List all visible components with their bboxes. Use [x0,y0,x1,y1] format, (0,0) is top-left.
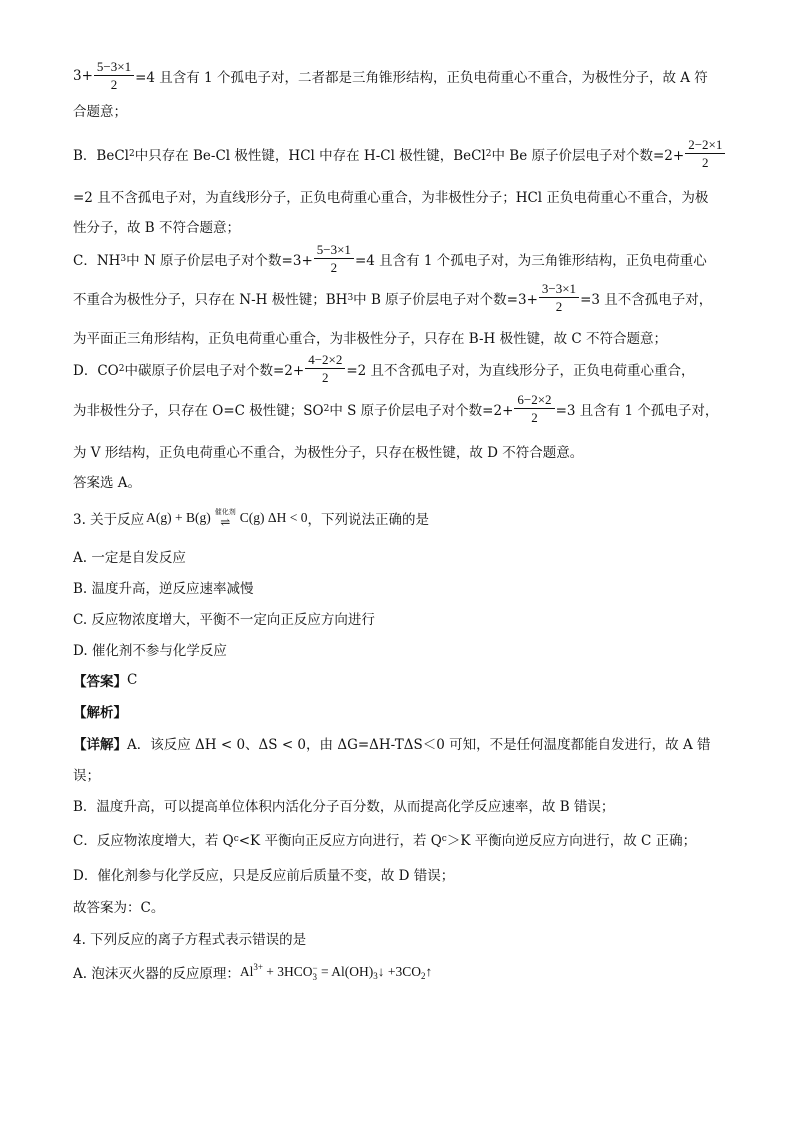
text: ＞K 平衡向逆反应方向进行，故 C 正确； [446,833,697,849]
text-line [73,764,100,784]
text: 为非极性分子，只存在 O=C 极性键；SO [73,402,324,419]
text: <K 平衡向正反应方向进行，若 Q [238,833,442,849]
fraction [305,351,345,386]
text: 中只存在 Be-Cl 极性键，HCl 中存在 H-Cl 极性键，BeCl [134,147,486,164]
text: =2 且不含孤电子对，为直线形分子，正负电荷重心重合，为非极性分子；HCl 正负电荷重心不重合，为极 [73,190,709,206]
subscript: 2 [118,363,125,374]
equation-reactants: A(g) + B(g) [146,510,211,525]
text: C．反应物浓度增大，若 Q [73,833,234,849]
fraction-numerator: 5−3×1 [316,242,351,257]
text-line [73,829,696,849]
text: D．CO [73,362,119,379]
text: 3. 关于反应 [73,512,145,528]
fraction [685,136,725,171]
text-line [73,441,583,461]
option-c [73,608,375,628]
fraction-denominator: 2 [531,410,538,425]
text: =4 且含有 1 个孤电子对，二者都是三角锥形结构，正负电荷重心不重合，为极性分子，故 A 符 [135,69,708,86]
text: B. 温度升高，逆反应速率减慢 [73,581,254,597]
text: 为平面正三角形结构，正负电荷重心重合，为非极性分子，只存在 B-H 极性键，故 C 不符合题意； [73,331,667,347]
text: =3 且不含孤电子对， [580,291,713,308]
text: ↑ [425,964,433,980]
fraction-denominator: 2 [322,370,329,385]
text: 【解析】 [73,705,127,721]
subscript: c [233,834,239,844]
text: B．BeCl [73,147,129,164]
text: 中 B 原子价层电子对个数=3+ [353,291,538,308]
superscript: − [312,962,318,973]
text-line [73,241,707,276]
text: A．该反应 ΔH < 0、ΔS < 0，由 ΔG=ΔH-TΔS＜0 可知，不是任何温度都能自发进行，故 A 错 [127,737,711,753]
text: 3+ [73,67,93,84]
fraction-denominator: 2 [330,260,338,275]
equation-products: C(g) ΔH < 0 [239,510,308,525]
text: C. 反应物浓度增大，平衡不一定向正反应方向进行 [73,612,375,628]
text: =4 且含有 1 个孤电子对，为三角锥形结构，正负电荷重心 [354,252,707,269]
option-d [73,639,227,659]
text: 为 V 形结构，正负电荷重心不重合，为极性分子，只存在极性键，故 D 不符合题意。 [73,445,584,461]
catalyst-condition: 催化剂 [214,508,236,516]
text: 4. 下列反应的离子方程式表示错误的是 [73,932,307,948]
text: 中 S 原子价层电子对个数=2+ [329,402,514,419]
text: =3 且含有 1 个孤电子对， [555,402,719,419]
fraction-numerator: 5−3×1 [96,59,132,74]
option-a [73,962,432,982]
text: A. 一定是自发反应 [73,550,186,566]
text: 合题意； [73,104,127,120]
fraction-numerator: 4−2×2 [308,352,343,367]
question-3-stem [73,508,429,528]
text: ，下列说法正确的是 [307,512,429,528]
equilibrium-arrow [215,508,236,528]
text: + 3HCO [262,964,313,980]
text: D. 催化剂不参与化学反应 [73,643,227,659]
subscript: 3 [312,971,318,982]
ionic-equation [240,962,432,982]
answer-line [73,670,137,690]
text: Al [239,964,254,980]
fraction-numerator: 2−2×1 [688,137,723,152]
subscript: 3 [347,292,354,303]
text: 中 Be 原子价层电子对个数=2+ [491,147,685,164]
option-a [73,546,186,566]
text: ↓ +3CO [377,964,421,980]
fraction [539,280,579,315]
fraction-numerator: 3−3×1 [541,281,577,296]
superscript: 3+ [253,962,263,973]
text: 误； [73,768,100,784]
fraction-numerator: 6−2×2 [517,392,552,407]
text: 答案选 A。 [73,475,142,491]
text-line [73,136,726,171]
equilibrium-arrow-icon: ⇌ [220,515,231,529]
subscript: 3 [373,971,378,982]
detail-label: 【详解】 [73,737,127,753]
text: B．温度升高，可以提高单位体积内活化分子百分数，从而提高化学反应速率，故 B 错误； [73,799,615,815]
text: 中 N 原子价层电子对个数=3+ [126,252,313,269]
text-line [73,864,454,884]
text-line [73,280,712,315]
text: C．NH [73,252,121,269]
text-line [73,100,127,120]
text-line [73,186,708,206]
text-line [73,795,614,815]
text: 故答案为：C。 [73,900,165,916]
text-line [73,351,695,386]
analysis-label [73,701,127,721]
subscript: 2 [323,403,330,414]
text-line [73,471,141,491]
subscript: 2 [485,148,492,159]
fraction-denominator: 2 [702,155,709,170]
text-line [73,216,240,236]
fraction-denominator: 2 [110,77,118,92]
text: =2 且不含孤电子对，为直线形分子，正负电荷重心重合， [346,362,695,379]
text-line [73,327,667,347]
text: 不重合为极性分子，只存在 N-H 极性键；BH [73,291,348,308]
fraction [314,241,354,276]
question-4-stem [73,928,306,948]
fraction-denominator: 2 [555,299,563,314]
detail-line [73,733,710,753]
text: D．催化剂参与化学反应，只是反应前后质量不变，故 D 错误； [73,868,455,884]
text: 性分子，故 B 不符合题意； [73,220,241,236]
answer-value: C [127,672,138,688]
subscript: c [441,834,447,844]
text-line [73,391,718,426]
text: 中碳原子价层电子对个数=2+ [124,362,305,379]
text-line [73,896,164,916]
text: = Al(OH) [317,964,374,980]
text-line [73,58,708,93]
fraction [94,58,134,93]
subscript: 2 [420,971,426,982]
option-b [73,577,254,597]
subscript: 3 [120,253,127,264]
text: A. 泡沫灭火器的反应原理： [73,966,240,982]
subscript: 2 [128,148,135,159]
fraction [514,391,554,426]
answer-label: 【答案】 [73,674,127,690]
